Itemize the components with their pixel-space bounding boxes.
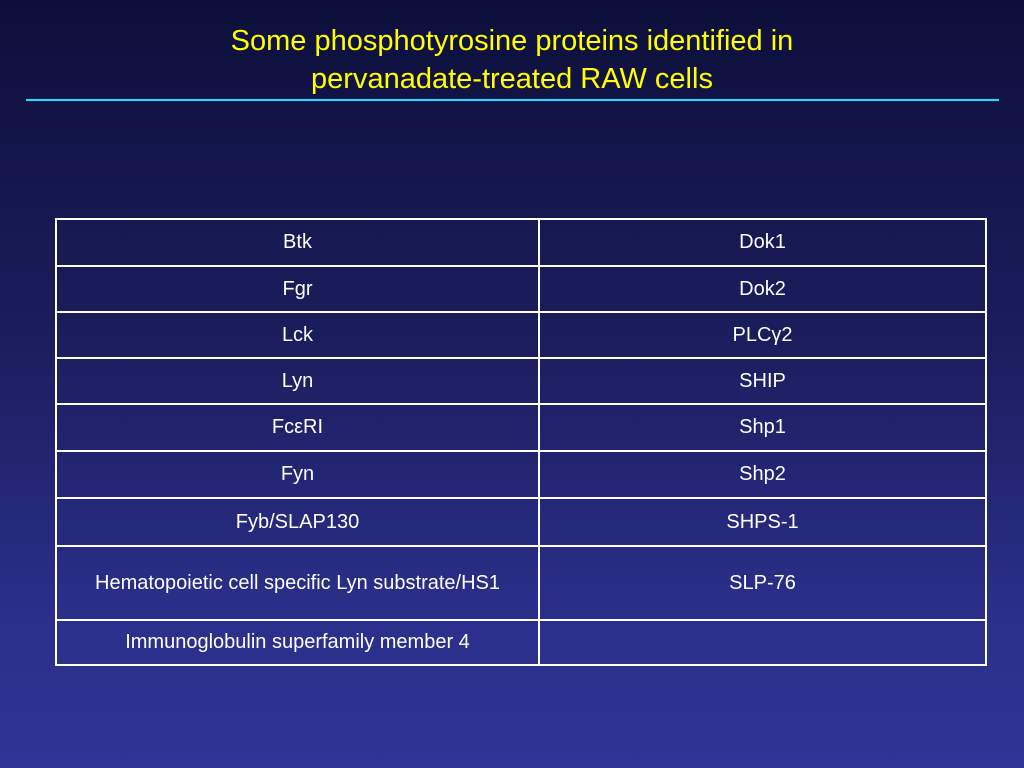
table-row [56, 219, 986, 266]
table-cell-left: Lyn [56, 358, 539, 404]
table-row [56, 451, 986, 498]
table-cell-right [539, 620, 986, 665]
table-cell-left: FcεRI [56, 404, 539, 451]
table-row [56, 358, 986, 404]
table-cell-right: SLP-76 [539, 546, 986, 620]
slide-title-line-1: Some phosphotyrosine proteins identified in [230, 25, 794, 57]
table-row [56, 498, 986, 546]
table-cell-left: Fyb/SLAP130 [56, 498, 539, 546]
table-cell-left: Lck [56, 312, 539, 358]
table-cell-right: SHPS-1 [539, 498, 986, 546]
table-row [56, 404, 986, 451]
title-divider [26, 99, 999, 101]
slide-title [0, 22, 1024, 98]
table-row [56, 546, 986, 620]
table-row [56, 312, 986, 358]
table-cell-left: Hematopoietic cell specific Lyn substrate/HS1 [56, 546, 539, 620]
table-cell-left: Fyn [56, 451, 539, 498]
table-cell-left: Btk [56, 219, 539, 266]
table-row [56, 266, 986, 312]
slide-title-line-2: pervanadate-treated RAW cells [311, 63, 713, 95]
table-cell-left: Immunoglobulin superfamily member 4 [56, 620, 539, 665]
table-cell-left: Fgr [56, 266, 539, 312]
table-cell-right: Dok1 [539, 219, 986, 266]
table-cell-right: Shp1 [539, 404, 986, 451]
table-cell-right: Dok2 [539, 266, 986, 312]
table-cell-right: SHIP [539, 358, 986, 404]
table-row [56, 620, 986, 665]
table-cell-right: PLCγ2 [539, 312, 986, 358]
protein-table [55, 218, 987, 666]
table-cell-right: Shp2 [539, 451, 986, 498]
